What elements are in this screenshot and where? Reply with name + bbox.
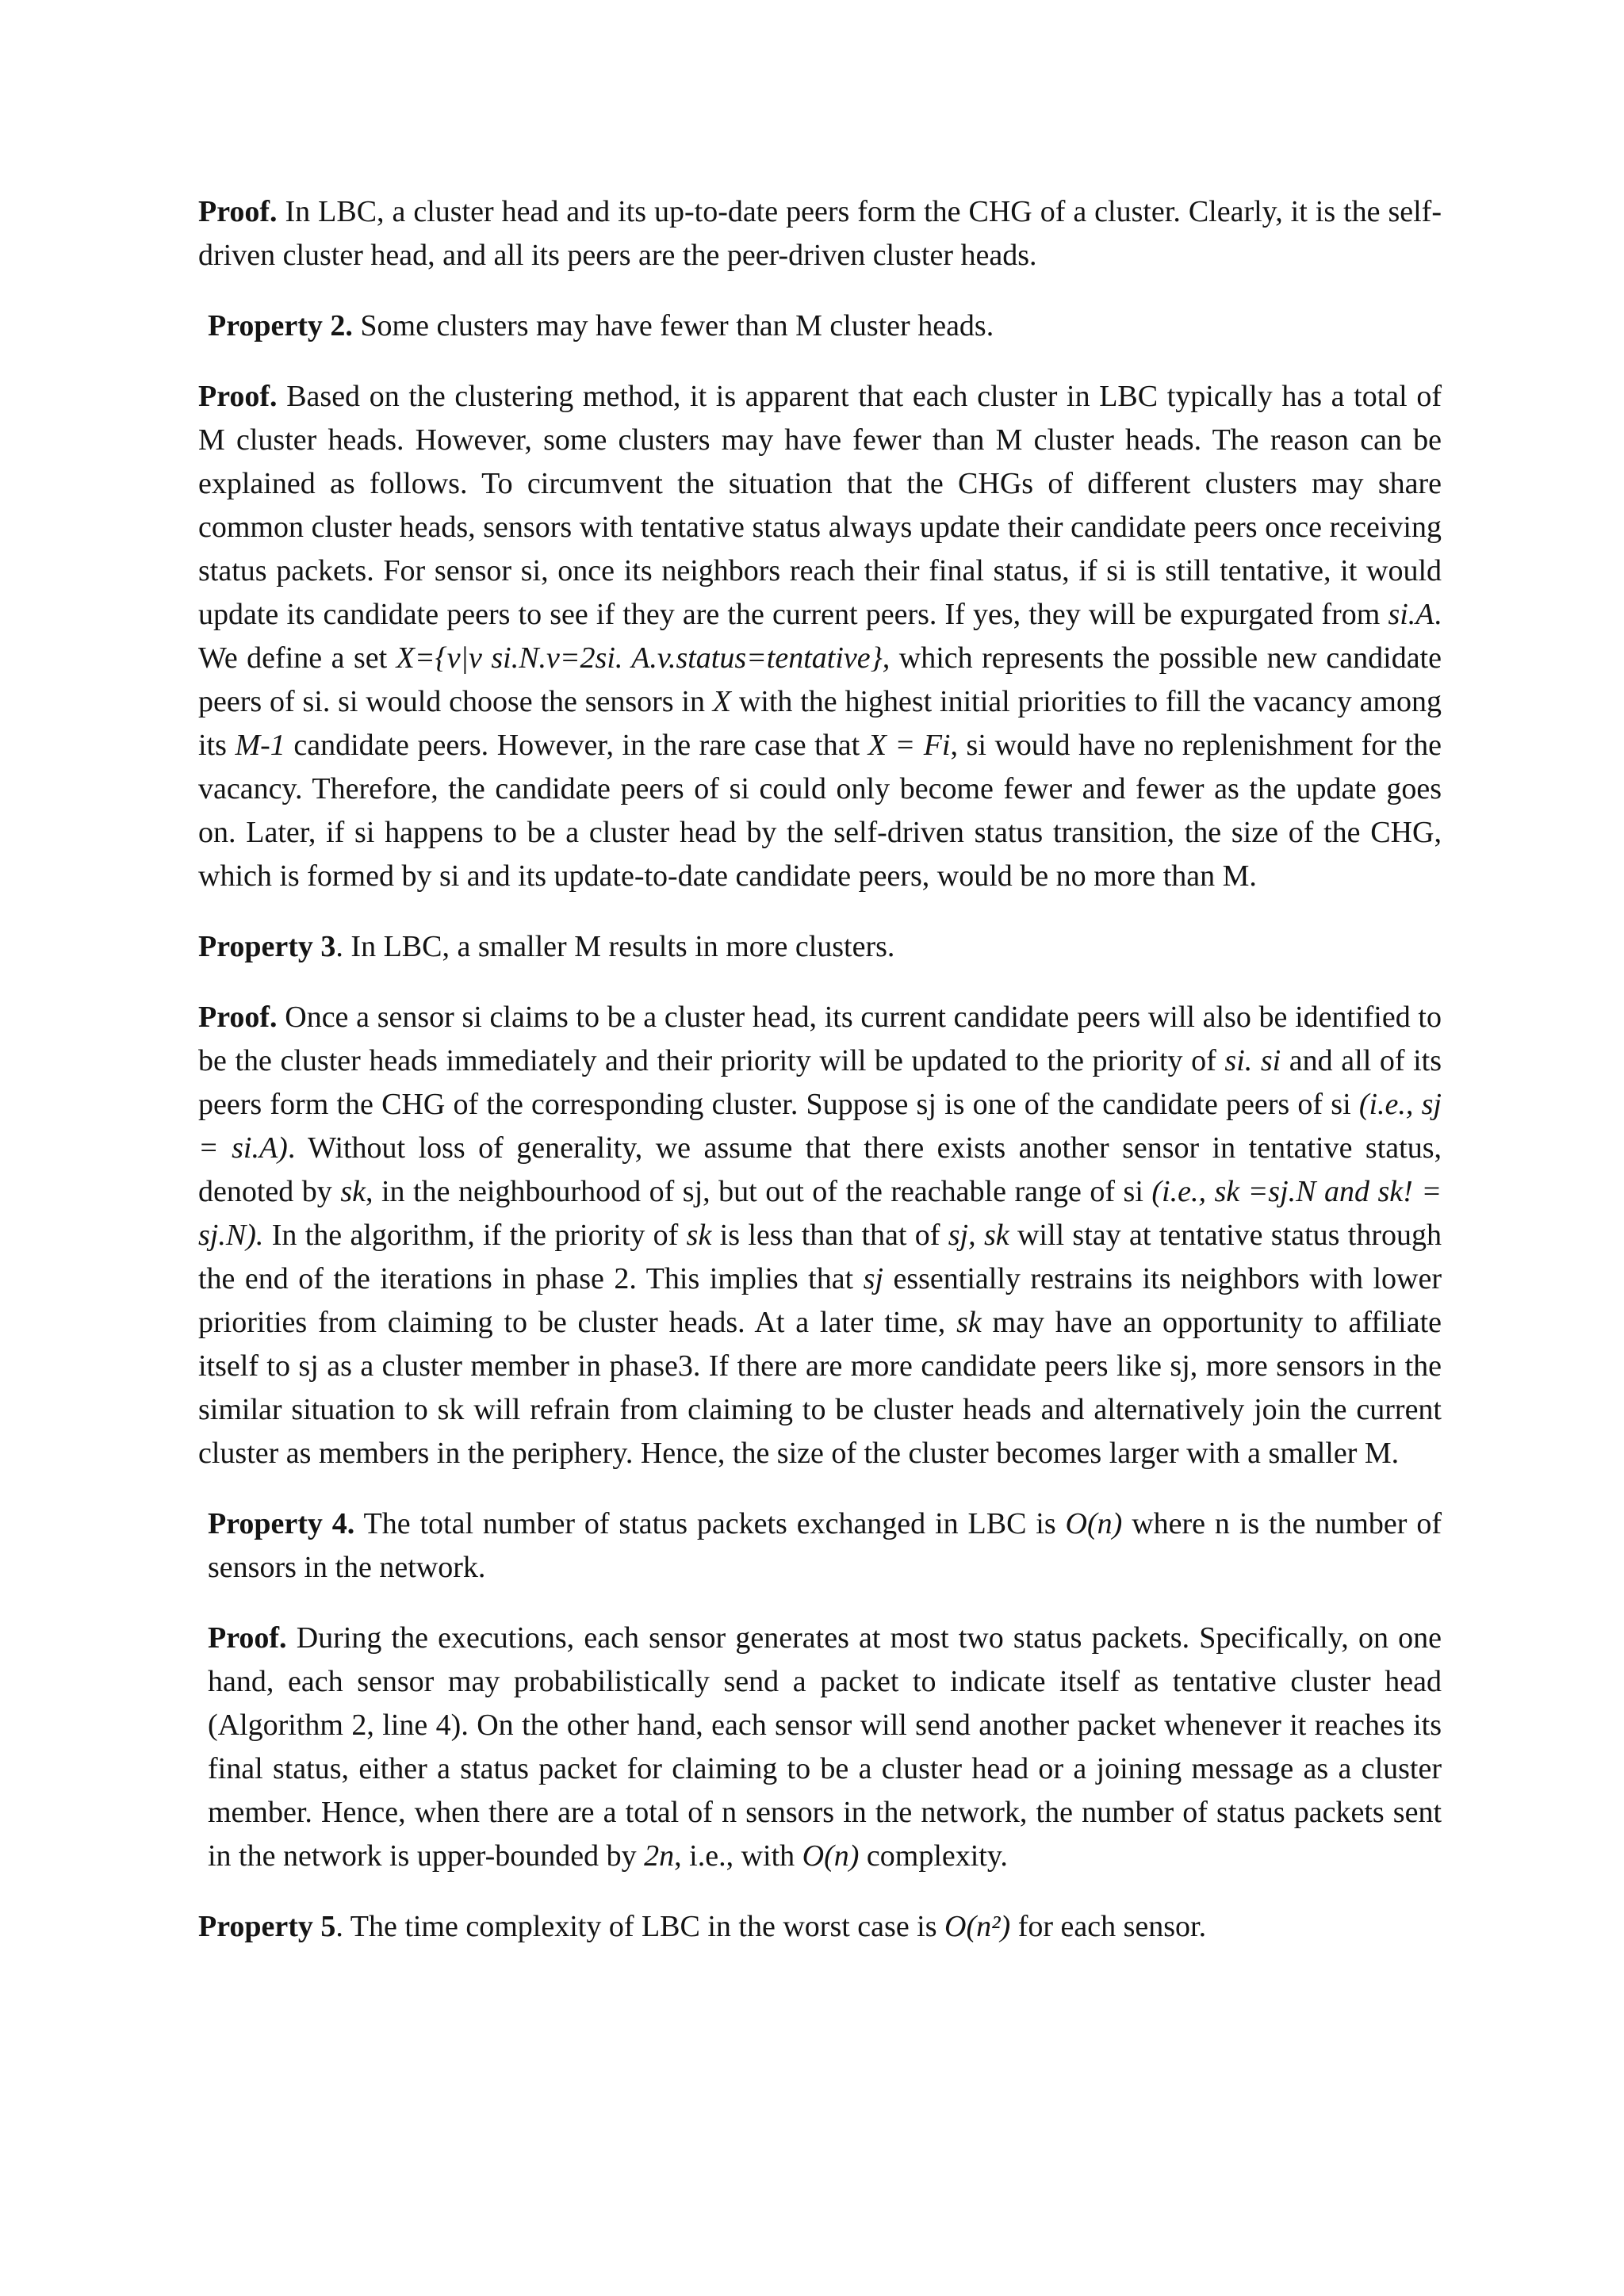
math-text: sj, sk bbox=[948, 1219, 1009, 1252]
paragraph-label: Property 3 bbox=[198, 930, 336, 963]
body-text: complexity. bbox=[859, 1839, 1008, 1873]
paragraph-label: Proof. bbox=[198, 1001, 278, 1034]
body-text: with the highest initial priorities to fill the vacancy among its bbox=[198, 685, 1442, 762]
math-text: sk bbox=[686, 1219, 712, 1252]
paragraph bbox=[198, 1502, 1442, 1590]
body-text: . Without loss of generality, we assume that there exists another sensor in tentative status, denoted by bbox=[198, 1131, 1442, 1208]
math-text: O(n) bbox=[1065, 1507, 1123, 1540]
paragraph bbox=[198, 1905, 1442, 1949]
math-text: (i.e., sj = si.A) bbox=[198, 1088, 1442, 1165]
math-text: O(n) bbox=[802, 1839, 860, 1873]
paragraph-label: Proof. bbox=[198, 380, 278, 413]
paragraph bbox=[198, 1617, 1442, 1878]
body-text: . In LBC, a smaller M results in more clusters. bbox=[335, 930, 895, 963]
math-text: M-1 bbox=[235, 729, 285, 762]
body-text: . The time complexity of LBC in the worst case is bbox=[335, 1910, 945, 1943]
paragraph-label: Proof. bbox=[208, 1621, 287, 1655]
body-text: The total number of status packets exchanged in LBC is bbox=[354, 1507, 1066, 1540]
math-text: si.A bbox=[1388, 598, 1434, 631]
math-text: sk bbox=[340, 1175, 366, 1208]
math-text: sj bbox=[863, 1262, 883, 1295]
math-text: 2n bbox=[644, 1839, 675, 1873]
body-text: where n is the number of sensors in the network. bbox=[208, 1507, 1442, 1584]
paragraph bbox=[198, 304, 1442, 348]
body-text: Some clusters may have fewer than M cluster heads. bbox=[352, 309, 994, 342]
paragraph bbox=[198, 375, 1442, 898]
body-text: essentially restrains its neighbors with lower priorities from claiming to be cluster heads. At a later time, bbox=[198, 1262, 1442, 1339]
body-text: , i.e., with bbox=[674, 1839, 802, 1873]
paragraph bbox=[198, 190, 1442, 277]
math-text: X bbox=[712, 685, 731, 718]
math-text: sk bbox=[956, 1306, 982, 1339]
body-text: During the executions, each sensor generates at most two status packets. Specifically, on one hand, each sensor may probabilistically send a packet to indicate itself as tentative cluster head (Algorithm 2, line 4). On the other hand, each sensor will send another packet whenever it reaches its final status, either a status packet for claiming to be a cluster head or a joining message as a cluster member. Hence, when there are a total of n sensors in the network, the number of status packets sent in the network is upper-bounded by bbox=[208, 1621, 1442, 1873]
body-text: , si would have no replenishment for the vacancy. Therefore, the candidate peers of si could only become fewer and fewer as the update goes on. Later, if si happens to be a cluster head by the self-driven status transition, the size of the CHG, which is formed by si and its update-to-date candidate peers, would be no more than M. bbox=[198, 729, 1442, 893]
paragraph-label: Property 2. bbox=[208, 309, 353, 342]
body-text: Based on the clustering method, it is apparent that each cluster in LBC typically has a total of M cluster heads. However, some clusters may have fewer than M cluster heads. The reason can be explained as follows. To circumvent the situation that the CHGs of different clusters may share common cluster heads, sensors with tentative status always update their candidate peers once receiving status packets. For sensor si, once its neighbors reach their final status, if si is still tentative, it would update its candidate peers to see if they are the current peers. If yes, they will be expurgated from bbox=[198, 380, 1442, 631]
body-text: Once a sensor si claims to be a cluster head, its current candidate peers will also be identified to be the cluster heads immediately and their priority will be updated to the priority of bbox=[198, 1001, 1442, 1077]
body-text: . We define a set bbox=[198, 598, 1442, 675]
body-text: and all of its peers form the CHG of the corresponding cluster. Suppose sj is one of the candidate peers of si bbox=[198, 1044, 1442, 1121]
body-text: for each sensor. bbox=[1010, 1910, 1207, 1943]
paragraph-label: Property 4. bbox=[208, 1507, 355, 1540]
paragraph-label: Proof. bbox=[198, 195, 278, 228]
body-text: is less than that of bbox=[711, 1219, 948, 1252]
body-text: candidate peers. However, in the rare case that bbox=[285, 729, 868, 762]
paragraph bbox=[198, 925, 1442, 969]
body-text: , in the neighbourhood of sj, but out of the reachable range of si bbox=[365, 1175, 1152, 1208]
body-text: may have an opportunity to affiliate itself to sj as a cluster member in phase3. If there are more candidate peers like sj, more sensors in the similar situation to sk will refrain from claiming to be cluster heads and alternatively join the current cluster as members in the periphery. Hence, the size of the cluster becomes larger with a smaller M. bbox=[198, 1306, 1442, 1470]
body-text: which represents the possible new candidate peers of si. si would choose the sensors in bbox=[198, 641, 1442, 718]
document-page bbox=[198, 190, 1442, 1976]
math-text: si. si bbox=[1224, 1044, 1281, 1077]
body-text: In the algorithm, if the priority of bbox=[263, 1219, 687, 1252]
math-text: X = Fi bbox=[868, 729, 951, 762]
paragraph-label: Property 5 bbox=[198, 1910, 336, 1943]
math-text: O(n²) bbox=[944, 1910, 1011, 1943]
math-text: (i.e., sk =sj.N and sk! = sj.N). bbox=[198, 1175, 1442, 1252]
math-text: X={v|v si.N.v=2si. A.v.status=tentative}, bbox=[396, 641, 891, 675]
body-text: In LBC, a cluster head and its up-to-date peers form the CHG of a cluster. Clearly, it is the self-driven cluster head, and all its peers are the peer-driven cluster heads. bbox=[198, 195, 1442, 272]
paragraph bbox=[198, 996, 1442, 1475]
body-text: will stay at tentative status through the end of the iterations in phase 2. This implies that bbox=[198, 1219, 1442, 1295]
